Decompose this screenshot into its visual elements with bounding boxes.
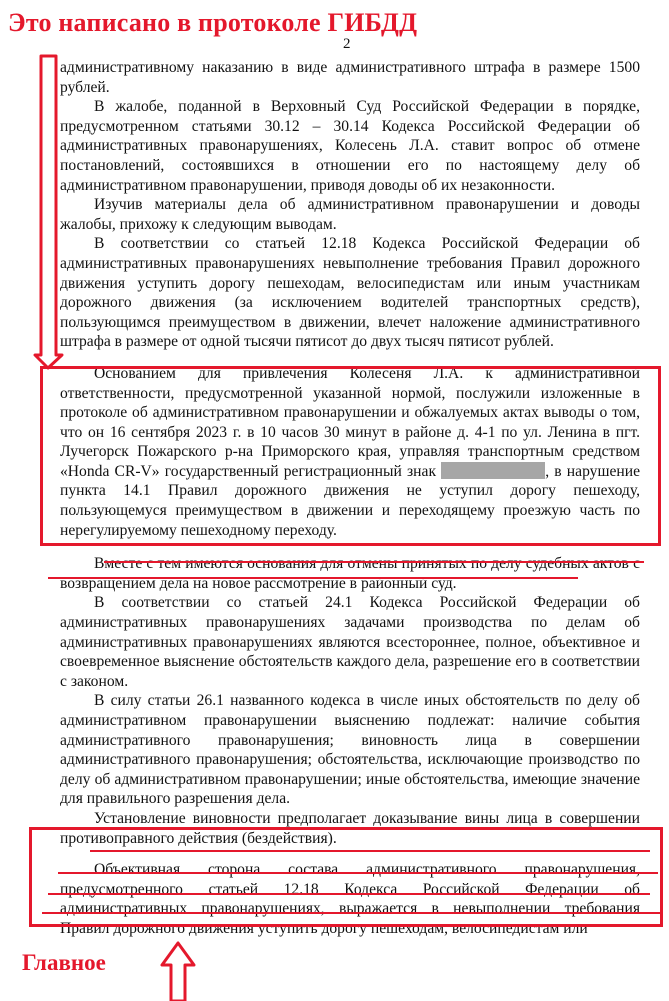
page-number: 2 — [343, 36, 351, 52]
paragraph-grounds-for-cancellation: Вместе с тем имеются основания для отмены принятых по делу судебных актов с возвращением дела на новое рассмотрение в районный суд. — [60, 555, 640, 592]
paragraph-article-12-18: В соответствии со статьей 12.18 Кодекса Российской Федерации об административных правонарушениях невыполнение требования Правил дорожного движения уступить дорогу пешеходам, велосипедистам или иным участникам дорожного движения (за исключением водителей транспортных средств), пользующимся преимуществом в движении, влечет наложение административного штрафа в размере от одной тысячи пятисот до двух тысяч пятисот рублей. — [60, 235, 640, 351]
boxed-text-after: , в нарушение пункта 14.1 Правил дорожного движения не уступил дорогу пешеходу, пользующемуся преимуществом в движении и переходящему проезжую часть по нерегулируемому пешеходному переходу. — [60, 462, 640, 539]
paragraph-objective-side: Объективная сторона состава административного правонарушения, предусмотренного статьей 12.18 Кодекса Российской Федерации об административных правонарушениях, выражается в невыполнении требования Правил дорожного движения уступить дорогу пешеходам, велосипедистам или — [60, 861, 640, 937]
paragraph-conclusions: Изучив материалы дела об административном правонарушении и доводы жалобы, прихожу к следующим выводам. — [60, 196, 640, 233]
arrow-up-icon — [162, 943, 194, 1001]
paragraph-article-26-1: В силу статьи 26.1 названного кодекса в числе иных обстоятельств по делу об административном правонарушении выяснению подлежат: наличие события административного правонарушения; виновность лица в совершении административного правонарушения; обстоятельства, исключающие производство по делу об административном правонарушении; иные обстоятельства, имеющие значение для правильного разрешения дела. — [60, 692, 640, 808]
paragraph-guilt: Установление виновности предполагает доказывание вины лица в совершении противоправного действия (бездействия). — [60, 809, 640, 847]
paragraph-article-24-1: В соответствии со статьей 24.1 Кодекса Российской Федерации об административных правонарушениях задачами производства по делам об административных правонарушениях являются всестороннее, полное, объективное и своевременное выяснение обстоятельств каждого дела, разрешение его в соответствии с законом. — [60, 594, 640, 690]
annotation-top-caption: Это написано в протоколе ГИБДД — [8, 8, 418, 37]
paragraph-fine-amount: административному наказанию в виде административного штрафа в размере 1500 рублей. — [60, 59, 640, 96]
boxed-text-before: Основанием для привлечения Колесеня Л.А. к административной ответственности, предусмотренной указанной нормой, послужили изложенные в протоколе об административном правонарушении и обжалуемых актах выводы о том, что он 16 сентября 2023 г. в 10 часов 30 минут в районе д. 4-1 по ул. Ленина в пгт. Лучегорск Пожарского р-на Приморского края, управляя транспортным средством «Honda CR-V» государственный регистрационный знак — [60, 364, 640, 480]
paragraph-complaint: В жалобе, поданной в Верховный Суд Российской Федерации в порядке, предусмотренном статьями 30.12 – 30.14 Кодекса Российской Федерации об административных правонарушениях, Колесень Л.А. ставит вопрос об отмене постановлений, состоявшихся в отношении его по настоящему делу об административном правонарушении, приводя доводы об их незаконности. — [60, 98, 640, 194]
annotation-bottom-caption: Главное — [22, 950, 106, 975]
arrow-down-icon — [35, 56, 62, 368]
